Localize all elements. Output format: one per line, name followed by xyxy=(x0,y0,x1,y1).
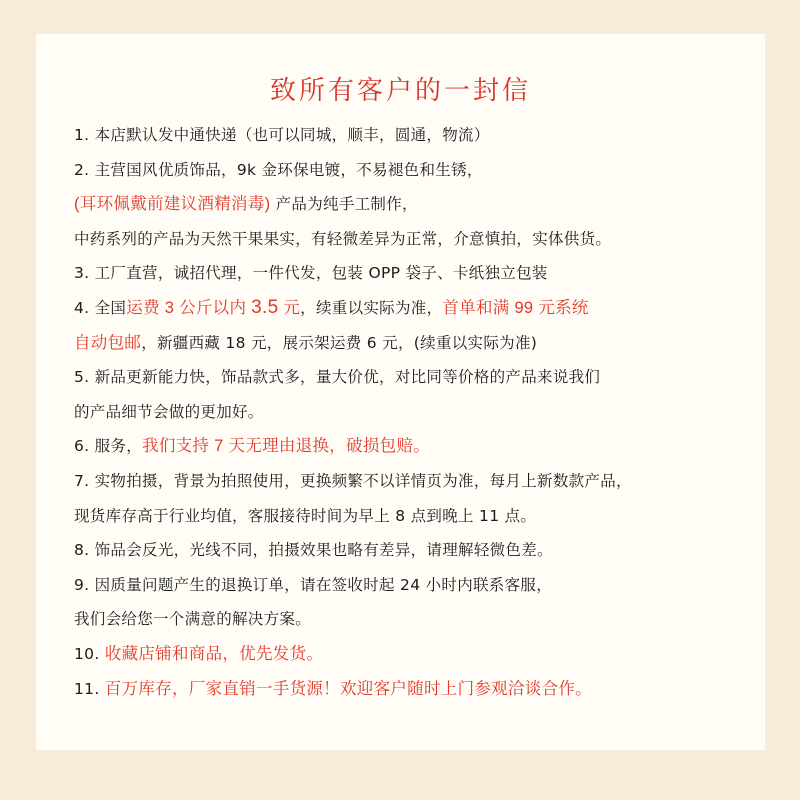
body-text: 1. 本店默认发中通快递（也可以同城，顺丰，圆通，物流） xyxy=(74,126,490,144)
letter-line xyxy=(74,366,774,401)
letter-line xyxy=(74,435,774,470)
body-text: ，续重以实际为准， xyxy=(300,298,443,317)
highlight-text: 3.5 xyxy=(251,296,279,318)
highlight-text: 收藏店铺和商品，优先发货。 xyxy=(104,644,324,663)
highlight-text: 百万库存，厂家直销一手货源！欢迎客户随时上门参观洽谈合作。 xyxy=(104,679,592,698)
letter-line xyxy=(74,124,774,159)
letter-line xyxy=(74,228,774,263)
body-text: 3. 工厂直营，诚招代理，一件代发，包装 OPP 袋子、卡纸独立包装 xyxy=(74,264,548,283)
letter-line xyxy=(74,297,774,332)
page-title: 致所有客户的一封信 xyxy=(269,76,531,106)
body-text: 9. 因质量问题产生的退换订单，请在签收时起 24 小时内联系客服， xyxy=(74,575,552,594)
body-text: ，新疆西藏 18 元，展示架运费 6 元，(续重以实际为准) xyxy=(141,333,538,352)
letter-line xyxy=(74,539,774,574)
body-text: 5. 新品更新能力快，饰品款式多，量大价优，对比同等价格的产品来说我们 xyxy=(74,368,601,387)
letter-line xyxy=(74,159,774,194)
letter-body xyxy=(74,124,774,712)
body-text: 产品为纯手工制作， xyxy=(270,195,418,214)
letter-line xyxy=(74,643,774,678)
letter-line xyxy=(74,193,774,228)
highlight-text: 我们支持 7 天无理由退换，破损包赔。 xyxy=(142,437,431,456)
body-text: 4. 全国 xyxy=(74,298,127,317)
highlight-text: 首单和满 99 元系统 xyxy=(442,298,589,317)
body-text: 6. 服务， xyxy=(74,437,143,456)
body-text: 11. xyxy=(74,679,105,698)
highlight-text: (耳环佩戴前建议酒精消毒) xyxy=(74,195,271,214)
letter-line xyxy=(74,470,774,505)
body-text: 8. 饰品会反光，光线不同，拍摄效果也略有差异，请理解轻微色差。 xyxy=(74,541,553,560)
body-text: 现货库存高于行业均值，客服接待时间为早上 8 点到晚上 11 点。 xyxy=(74,506,537,525)
body-text: 我们会给您一个满意的解决方案。 xyxy=(74,610,312,629)
letter-line xyxy=(74,401,774,436)
letter-line xyxy=(74,678,774,713)
body-text: 中药系列的产品为天然干果果实，有轻微差异为正常，介意慎拍，实体供货。 xyxy=(74,229,612,248)
highlight-text: 元 xyxy=(278,298,301,317)
letter-line xyxy=(74,608,774,643)
body-text: 10. xyxy=(74,644,105,663)
body-text: 的产品细节会做的更加好。 xyxy=(74,402,264,421)
highlight-text: 自动包邮 xyxy=(74,333,142,352)
body-text: 7. 实物拍摄，背景为拍照使用，更换频繁不以详情页为准，每月上新数款产品， xyxy=(74,471,632,490)
highlight-text: 运费 3 公斤以内 xyxy=(126,298,252,317)
letter-line xyxy=(74,574,774,609)
letter-line xyxy=(74,262,774,297)
letter-line xyxy=(74,332,774,367)
letter-line xyxy=(74,505,774,540)
body-text: 2. 主营国风优质饰品，9k 金环保电镀，不易褪色和生锈， xyxy=(74,160,483,179)
